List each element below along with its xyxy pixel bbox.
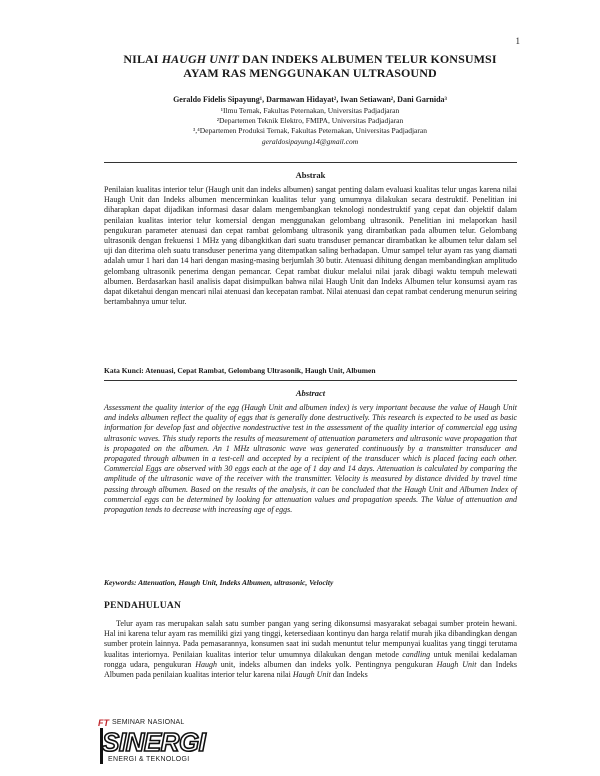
- body-text: dan Indeks Albumen pada penilaian kualitas interior telur karena nilai: [104, 659, 517, 680]
- body-italic: Haugh: [195, 659, 217, 669]
- body-italic: candling: [402, 649, 431, 659]
- logo-ft: FT: [98, 718, 109, 728]
- authors: Geraldo Fidelis Sipayung¹, Darmawan Hidayat², Iwan Setiawan², Dani Garnida³: [173, 95, 447, 104]
- body-italic: Haugh Unit: [292, 670, 331, 680]
- paper-title: [98, 52, 522, 80]
- abstract-text: Assessment the quality interior of the egg (Haugh Unit and albumen index) is very important because the value of Haugh Unit and indeks albumen reflect the quality of eggs that is generally done destructively. This research is expected to be used as basic information for develop fast and objective nondestructive test in the assessment of the quality interior of commercial egg using ultrasonic waves. This study reports the results of measurement of attenuation parameters and ultrasonic wave propagation that is propagated on the albumen. An 1 MHz ultrasonic wave was generated continuously by a transmitter transducer and propagated through albumen in a test-cell and accepted by a recipient of the transducer which is placed facing each other. Commercial Eggs are observed with 30 eggs each at the age of 1 day and 14 days. Attenuation is calculated by comparing the amplitude of the ultrasonic wave of the receiver with the transmitter. Velocity is measured by distance divided by travel time passing through albumen. Based on the results of the analysis, it can be concluded that the Haugh Unit and Albumen Index of commercial eggs can be determined by looking for attenuation values and propagation speeds. The Value of attenuation and propagation tends to decrease with increasing age of eggs.: [104, 403, 517, 515]
- body-text: unit, indeks albumen dan indeks yolk. Pentingnya pengukuran: [216, 659, 437, 669]
- title-part: NILAI: [123, 52, 162, 66]
- logo-sinergi-text: SINERGI: [102, 727, 206, 757]
- keywords: Keywords: Attenuation, Haugh Unit, Indeks Albumen, ultrasonic, Velocity: [104, 578, 334, 587]
- kata-kunci: Kata Kunci: Atenuasi, Cepat Rambat, Gelombang Ultrasonik, Haugh Unit, Albumen: [104, 366, 376, 375]
- body-text: untuk menilai kedalaman rongga udara, pengukuran: [104, 649, 517, 669]
- affiliation-3: ³,⁴Departemen Produksi Ternak, Fakultas Peternakan, Universitas Padjadjaran: [193, 126, 427, 135]
- logo-energi-text: ENERGI & TEKNOLOGI: [108, 756, 190, 763]
- abstrak-text: Penilaian kualitas interior telur (Haugh unit dan indeks albumen) sangat penting dalam evaluasi kualitas telur ungas karena nilai Haugh Unit dan Indeks albumen mencerminkan kualitas telur yang umumnya dilakukan secara destruktif. Penelitian ini diharapkan dapat dijadikan informasi dasar dalam mengembangkan teknologi nondestruktif yang cepat dan objektif dalam penilaian kualitas interior telur komersial dengan menggunakan gelombang ultrasonik. Penelitian ini melaporkan hasil pengukuran parameter atenuasi dan cepat rambat gelombang ultrasonik yang dirambatkan pada albumen telur. Gelombang ultrasonik dengan frekuensi 1 MHz yang dibangkitkan dari suatu transduser pemancar dirambatkan ke albumen telur dalam sel uji dan diterima oleh suatu transduser penerima yang ditempatkan saling berhadapan. Umur sampel telur ayam ras yang diamati adalah umur 1 hari dan 14 hari dengan masing-masing berjumlah 30 butir. Atenuasi dihitung dengan membandingkan amplitudo gelombang ultrasonik penerima dengan pemancar. Cepat rambat diukur melalui nilai jarak dibagi waktu tempuh melewati albumen. Berdasarkan hasil analisis dapat disimpulkan bahwa nilai Haugh Unit dan Indeks Albumen telur konsumsi ayam ras dapat diketahui dengan mencari nilai atenuasi dan kecepatan rambat. Nilai atenuasi dan cepat rambat cenderung menurun seiring bertambahnya umur telur.: [104, 185, 517, 307]
- affiliation-2: ²Departemen Teknik Elektro, FMIPA, Universitas Padjadjaran: [216, 116, 404, 125]
- body-italic: Haugh Unit: [436, 659, 477, 669]
- abstrak-heading: Abstrak: [295, 170, 326, 180]
- affiliation-1: ¹Ilmu Ternak, Fakultas Peternakan, Universitas Padjadjaran: [220, 106, 400, 115]
- seminar-logo: [98, 718, 238, 768]
- divider: [104, 380, 517, 381]
- title-line2: AYAM RAS MENGGUNAKAN ULTRASOUND: [183, 66, 437, 80]
- page-number: 1: [515, 36, 520, 46]
- section-heading-pendahuluan: PENDAHULUAN: [104, 601, 182, 611]
- title-part: DAN INDEKS ALBUMEN TELUR KONSUMSI: [239, 52, 497, 66]
- logo-seminar-text: SEMINAR NASIONAL: [112, 719, 185, 726]
- abstract-heading: Abstract: [295, 388, 326, 398]
- author-email: geraldosipayung14@gmail.com: [261, 137, 359, 146]
- pendahuluan-text: [104, 619, 517, 680]
- body-text: dan Indeks: [330, 670, 368, 680]
- body-text: Telur ayam ras merupakan salah satu sumber pangan yang sering dikonsumsi masyarakat sebagai sumber protein hewani. Hal ini karena telur ayam ras memiliki gizi yang tinggi, ketersediaan kontinyu dan harga relatif murah jika dibandingkan dengan sumber protein lainnya. Pada pemasarannya, konsumen saat ini sudah menuntut telur mempunyai kualitas yang tinggi terutama kualitas interiornya. Penilaian kualitas interior telur umumnya dilakukan dengan metode: [104, 619, 517, 659]
- divider: [104, 162, 517, 163]
- title-italic: HAUGH UNIT: [161, 52, 240, 66]
